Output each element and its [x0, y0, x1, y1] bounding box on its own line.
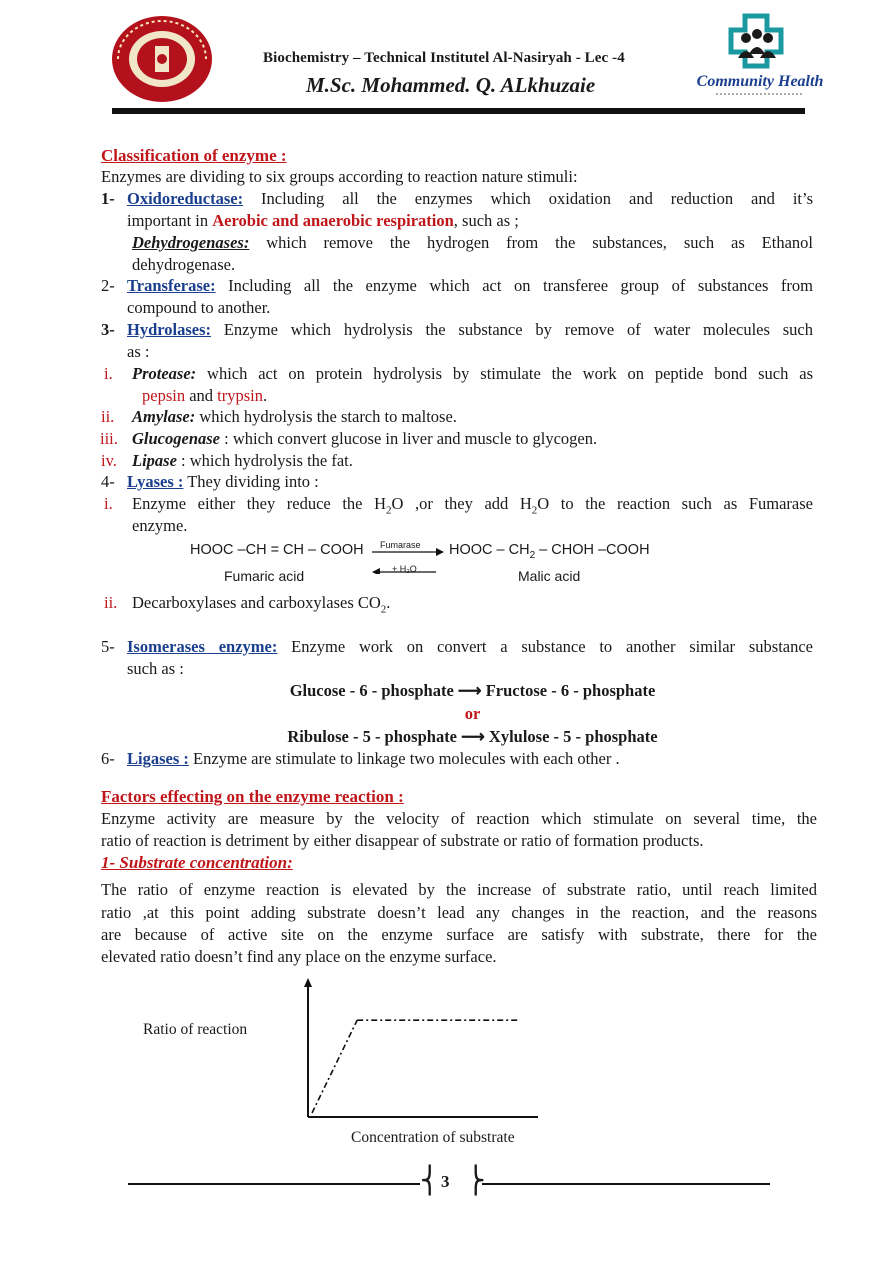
- hydrolases-label: Hydrolases:: [127, 320, 212, 339]
- isomerase-or: or: [464, 704, 481, 723]
- chart-y-label: Ratio of reaction: [143, 1021, 248, 1038]
- reaction-right-a: HOOC – CH: [449, 542, 530, 558]
- isomerases-line2: such as :: [127, 659, 184, 678]
- roman-i: i.: [104, 364, 113, 383]
- reaction-right-sub: 2: [529, 549, 536, 561]
- oxido-line2a: important in: [127, 211, 213, 230]
- reaction-enzyme-label: Fumarase: [380, 540, 421, 550]
- substrate-para-line2: ratio ,at this point adding substrate doesn’t lead any changes in the reaction, and the reasons: [101, 903, 817, 922]
- item-transferase: [127, 276, 813, 296]
- chart-series-segment-0-0: [312, 1020, 357, 1113]
- fumaric-acid-label: Fumaric acid: [224, 568, 305, 584]
- oxidoreductase-text: Including all the enzymes which oxidation and reduction and it’s: [243, 189, 813, 208]
- hydrolases-text: Enzyme which hydrolysis the substance by remove of water molecules such: [211, 320, 813, 339]
- isomerase-equation-1: Glucose - 6 - phosphate ⟶ Fructose - 6 - phosphate: [289, 681, 656, 700]
- malic-acid-label: Malic acid: [518, 568, 581, 584]
- item-isomerases: [127, 637, 813, 657]
- intro-text: Enzymes are dividing to six groups according to reaction nature stimuli:: [101, 167, 578, 186]
- hydrolases-line2: as :: [127, 342, 150, 361]
- item-amylase: [132, 407, 457, 427]
- lyases-item-ii: [132, 593, 390, 619]
- item-number-3: 3-: [101, 320, 115, 339]
- ligases-text: Enzyme are stimulate to linkage two molecules with each other .: [188, 749, 620, 768]
- reaction-right: [449, 540, 650, 566]
- amylase-text: which hydrolysis the starch to maltose.: [195, 407, 457, 426]
- transferase-text: Including all the enzyme which act on transferee group of substances from: [215, 276, 813, 295]
- substrate-para-line4: elevated ratio doesn’t find any place on the enzyme surface.: [101, 947, 497, 966]
- lyases-text: They dividing into :: [183, 472, 319, 491]
- factors-para-line1: Enzyme activity are measure by the velocity of reaction which stimulate on several time, the: [101, 809, 817, 828]
- item-oxidoreductase: [127, 189, 813, 209]
- transferase-line2: compound to another.: [127, 298, 271, 317]
- transferase-label: Transferase:: [127, 276, 216, 295]
- lyi-b: O ,or they add H: [391, 494, 532, 513]
- roman-iv: iv.: [101, 451, 117, 470]
- item-number-2: 2-: [101, 276, 115, 295]
- isomerase-equation-2: Ribulose - 5 - phosphate ⟶ Xylulose - 5 - phosphate: [287, 727, 658, 746]
- glucogenase-label: Glucogenase: [132, 429, 220, 448]
- lipase-label: Lipase: [132, 451, 177, 470]
- factors-para-line2: ratio of reaction is detriment by either disappear of substrate or ratio of formation products.: [101, 831, 704, 850]
- dehydrogenases-label: Dehydrogenases:: [132, 233, 250, 252]
- substrate-para-line1: The ratio of enzyme reaction is elevated by the increase of substrate ratio, until reach limited: [101, 880, 817, 899]
- item-oxidoreductase-line2: [127, 211, 519, 231]
- reaction-water-label: + H₂O: [392, 564, 417, 574]
- community-health-logo: [690, 10, 830, 102]
- item-glucogenase: [132, 429, 597, 449]
- oxido-line2c: , such as ;: [453, 211, 519, 230]
- lyases-label: Lyases :: [127, 472, 184, 491]
- footer-bracket-right: ⎬: [466, 1166, 486, 1196]
- lyi-c: O to the reaction such as Fumarase: [537, 494, 813, 513]
- dehydrogenases-line2: dehydrogenase.: [132, 255, 236, 274]
- lyi-sub1: 2: [386, 504, 392, 517]
- item-number-5: 5-: [101, 637, 115, 656]
- page-number: 3: [441, 1172, 450, 1191]
- reaction-left: HOOC –CH = CH – COOH: [190, 542, 364, 558]
- item-hydrolases: [127, 320, 813, 340]
- institute-logo: [110, 14, 214, 104]
- lipase-text: : which hydrolysis the fat.: [176, 451, 353, 470]
- footer-rule-right: [482, 1183, 770, 1185]
- oxidoreductase-label: Oxidoreductase:: [127, 189, 244, 208]
- lyii-text: Decarboxylases and carboxylases CO: [132, 593, 381, 612]
- roman-ii: ii.: [101, 407, 115, 426]
- item-number-6: 6-: [101, 749, 115, 768]
- item-number-4: 4-: [101, 472, 115, 491]
- glucogenase-text: : which convert glucose in liver and muscle to glycogen.: [220, 429, 598, 448]
- protease-line2: [142, 386, 267, 406]
- trypsin: trypsin: [217, 386, 264, 405]
- section-title-classification: Classification of enzyme :: [101, 146, 287, 165]
- header-rule: [112, 108, 805, 114]
- roman-iii: iii.: [100, 429, 118, 448]
- pepsin: pepsin: [142, 386, 186, 405]
- dehydrogenases-text: which remove the hydrogen from the substances, such as Ethanol: [249, 233, 813, 252]
- and-word: and: [185, 386, 218, 405]
- isomerases-text: Enzyme work on convert a substance to another similar substance: [277, 637, 813, 656]
- period: .: [263, 386, 268, 405]
- chart-y-axis-arrow: [304, 978, 312, 987]
- substrate-chart: [290, 975, 550, 1125]
- lyi-a: Enzyme either they reduce the H: [132, 494, 386, 513]
- footer-bracket-left: ⎨: [420, 1166, 440, 1196]
- protease-label: Protease:: [132, 364, 197, 383]
- item-dehydrogenases: [132, 233, 813, 253]
- item-number-1: 1-: [101, 189, 115, 208]
- lyii-end: .: [386, 593, 391, 612]
- item-lyases: [127, 472, 319, 492]
- lyases-item-i-line2: enzyme.: [132, 516, 188, 535]
- item-protease: [132, 364, 813, 384]
- protease-text: which act on protein hydrolysis by stimulate the work on peptide bond such as: [196, 364, 813, 383]
- lyii-sub: 2: [380, 603, 387, 616]
- course-header: Biochemistry – Technical Institutel Al-Nasiryah - Lec -4: [263, 50, 625, 66]
- substrate-para-line3: are because of active site on the enzyme surface are satisfy with substrate, there for the: [101, 925, 817, 944]
- aerobic-highlight: Aerobic and anaerobic respiration: [212, 211, 454, 230]
- reaction-right-b: – CHOH –COOH: [535, 542, 650, 558]
- item-ligases: [127, 749, 620, 769]
- lyases-roman-i: i.: [104, 494, 113, 513]
- community-health-logo-text: Community Health: [696, 73, 824, 90]
- section-title-factors: Factors effecting on the enzyme reaction :: [101, 787, 404, 806]
- footer-rule-left: [128, 1183, 420, 1185]
- substrate-concentration-title: 1- Substrate concentration:: [101, 853, 293, 872]
- chart-x-label: Concentration of substrate: [351, 1129, 515, 1146]
- ligases-label: Ligases :: [127, 749, 189, 768]
- isomerases-label: Isomerases enzyme:: [127, 637, 278, 656]
- author-name: M.Sc. Mohammed. Q. ALkhuzaie: [306, 73, 596, 97]
- item-lipase: [132, 451, 353, 471]
- lyi-sub2: 2: [531, 504, 538, 517]
- lyases-roman-ii: ii.: [104, 593, 118, 612]
- lyases-item-i: [132, 494, 813, 520]
- amylase-label: Amylase:: [132, 407, 196, 426]
